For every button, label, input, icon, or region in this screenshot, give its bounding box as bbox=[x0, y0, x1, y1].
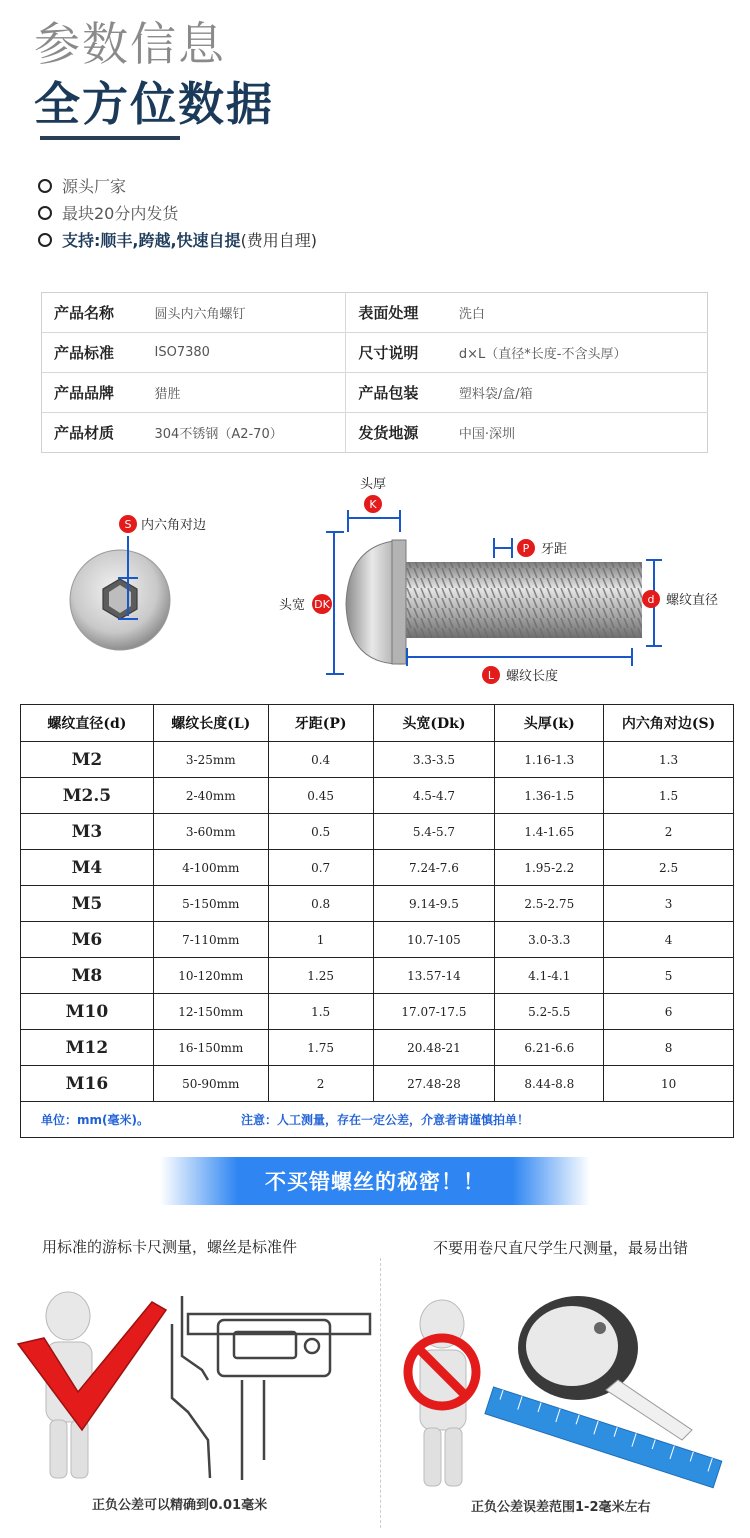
table-row bbox=[21, 1030, 734, 1066]
column-header: 牙距(P) bbox=[268, 705, 373, 742]
info-value: 洗白 bbox=[458, 307, 485, 322]
banner-text: 不买错螺丝的秘密！！ bbox=[265, 1170, 485, 1194]
info-key: 产品包装 bbox=[346, 373, 449, 413]
spec-cell: 4.1-4.1 bbox=[495, 958, 604, 994]
k-badge-text: K bbox=[369, 498, 377, 511]
spec-cell: 0.4 bbox=[268, 742, 373, 778]
info-key: 产品名称 bbox=[54, 304, 115, 322]
dk-badge-text: DK bbox=[314, 598, 330, 611]
table-row bbox=[21, 742, 734, 778]
feature-item bbox=[38, 199, 317, 226]
feature-text: 最块20分内发货 bbox=[62, 204, 179, 223]
support-text: 支持:顺丰,跨越,快速自提 bbox=[62, 231, 241, 250]
spec-cell: M16 bbox=[21, 1066, 154, 1102]
feature-item-support bbox=[38, 226, 317, 253]
spec-cell: 16-150mm bbox=[153, 1030, 268, 1066]
info-key: 产品标准 bbox=[42, 333, 145, 373]
left-caption: 用标准的游标卡尺测量，螺丝是标准件 bbox=[42, 1238, 298, 1256]
table-row bbox=[21, 778, 734, 814]
spec-cell: 6 bbox=[604, 994, 734, 1030]
circle-bullet-icon bbox=[38, 206, 52, 220]
spec-cell: M10 bbox=[21, 994, 154, 1030]
spec-cell: M2 bbox=[21, 742, 154, 778]
table-row bbox=[42, 293, 708, 333]
table-row bbox=[42, 373, 708, 413]
spec-cell: M5 bbox=[21, 886, 154, 922]
spec-cell: 1.95-2.2 bbox=[495, 850, 604, 886]
screw-dimension-diagram bbox=[0, 468, 750, 700]
spec-cell: 5.4-5.7 bbox=[373, 814, 495, 850]
spec-cell: M4 bbox=[21, 850, 154, 886]
spec-cell: 20.48-21 bbox=[373, 1030, 495, 1066]
table-row bbox=[21, 850, 734, 886]
spec-cell: 1.16-1.3 bbox=[495, 742, 604, 778]
spec-cell: 10-120mm bbox=[153, 958, 268, 994]
title-underline bbox=[40, 136, 180, 140]
spec-cell: 17.07-17.5 bbox=[373, 994, 495, 1030]
d-dimension-label: 螺纹直径 bbox=[666, 593, 719, 608]
table-note bbox=[21, 1102, 734, 1138]
spec-cell: M2.5 bbox=[21, 778, 154, 814]
s-dimension-label: 内六角对边 bbox=[141, 518, 207, 533]
p-badge-text: P bbox=[522, 542, 530, 555]
spec-cell: 1.5 bbox=[268, 994, 373, 1030]
info-value: 圆头内六角螺钉 bbox=[145, 293, 346, 333]
feature-item bbox=[38, 172, 317, 199]
s-dimension-badge bbox=[119, 515, 137, 533]
column-header: 头宽(Dk) bbox=[373, 705, 495, 742]
table-row bbox=[21, 922, 734, 958]
size-spec-table bbox=[20, 704, 734, 1138]
info-value: ISO7380 bbox=[145, 333, 346, 373]
spec-cell: 5 bbox=[604, 958, 734, 994]
column-header: 螺纹长度(L) bbox=[153, 705, 268, 742]
table-row bbox=[42, 413, 708, 453]
d-dimension-badge bbox=[642, 590, 660, 608]
spec-cell: 3.3-3.5 bbox=[373, 742, 495, 778]
column-divider bbox=[380, 1258, 381, 1528]
s-badge-text: S bbox=[124, 518, 132, 531]
spec-cell: 1.3 bbox=[604, 742, 734, 778]
section-title-light: 参数信息 bbox=[34, 17, 226, 71]
info-value: 304不锈钢（A2-70） bbox=[145, 413, 346, 453]
spec-cell: 1.25 bbox=[268, 958, 373, 994]
k-dimension-badge bbox=[364, 495, 382, 513]
screw-side-view bbox=[346, 540, 642, 664]
table-header-row bbox=[21, 705, 734, 742]
spec-cell: 4 bbox=[604, 922, 734, 958]
table-row bbox=[21, 1066, 734, 1102]
table-row bbox=[21, 886, 734, 922]
info-key: 尺寸说明 bbox=[346, 333, 449, 373]
spec-cell: M3 bbox=[21, 814, 154, 850]
d-badge-text: d bbox=[647, 593, 655, 606]
spec-cell: 50-90mm bbox=[153, 1066, 268, 1102]
l-badge-text: L bbox=[487, 669, 495, 682]
table-row bbox=[42, 333, 708, 373]
spec-cell: 4-100mm bbox=[153, 850, 268, 886]
table-note-row bbox=[21, 1102, 734, 1138]
circle-bullet-icon bbox=[38, 179, 52, 193]
spec-cell: 2 bbox=[268, 1066, 373, 1102]
right-footer: 正负公差误差范围1-2毫米左右 bbox=[471, 1500, 651, 1515]
spec-cell: 2 bbox=[604, 814, 734, 850]
table-row bbox=[21, 814, 734, 850]
warning-note: 注意：人工测量，存在一定公差，介意者请谨慎拍单！ bbox=[240, 1113, 529, 1127]
k-dimension-label: 头厚 bbox=[360, 477, 387, 492]
spec-cell: 1.4-1.65 bbox=[495, 814, 604, 850]
table-row bbox=[21, 994, 734, 1030]
spec-cell: 6.21-6.6 bbox=[495, 1030, 604, 1066]
support-note: (费用自理) bbox=[240, 231, 318, 250]
dk-dimension-label: 头宽 bbox=[279, 598, 306, 613]
spec-cell: 7-110mm bbox=[153, 922, 268, 958]
secret-banner bbox=[160, 1157, 590, 1205]
spec-cell: 8 bbox=[604, 1030, 734, 1066]
info-key: 表面处理 bbox=[358, 304, 419, 322]
spec-cell: 13.57-14 bbox=[373, 958, 495, 994]
feature-list bbox=[38, 172, 317, 253]
spec-cell: 10.7-105 bbox=[373, 922, 495, 958]
spec-cell: 1.36-1.5 bbox=[495, 778, 604, 814]
spec-cell: 10 bbox=[604, 1066, 734, 1102]
spec-cell: 1.5 bbox=[604, 778, 734, 814]
spec-cell: 1 bbox=[268, 922, 373, 958]
spec-cell: 3.0-3.3 bbox=[495, 922, 604, 958]
spec-cell: 0.5 bbox=[268, 814, 373, 850]
info-value: 猎胜 bbox=[145, 373, 346, 413]
spec-cell: M8 bbox=[21, 958, 154, 994]
spec-cell: 3-60mm bbox=[153, 814, 268, 850]
spec-cell: M6 bbox=[21, 922, 154, 958]
info-value: 塑料袋/盒/箱 bbox=[449, 373, 708, 413]
ruler-icon bbox=[485, 1387, 722, 1488]
spec-cell: 12-150mm bbox=[153, 994, 268, 1030]
l-dimension-label: 螺纹长度 bbox=[506, 669, 559, 684]
tape-measure-illustration bbox=[392, 1290, 742, 1495]
caliper-illustration bbox=[12, 1280, 374, 1490]
spec-cell: 2.5-2.75 bbox=[495, 886, 604, 922]
spec-cell: 2-40mm bbox=[153, 778, 268, 814]
info-key: 产品品牌 bbox=[42, 373, 145, 413]
column-header: 内六角对边(S) bbox=[604, 705, 734, 742]
spec-cell: 3-25mm bbox=[153, 742, 268, 778]
spec-cell: 3 bbox=[604, 886, 734, 922]
product-info-table bbox=[41, 292, 708, 453]
info-key: 发货地源 bbox=[346, 413, 449, 453]
l-dimension-badge bbox=[482, 666, 500, 684]
p-dimension-badge bbox=[517, 539, 535, 557]
info-key: 产品材质 bbox=[42, 413, 145, 453]
info-value: d×L（直径*长度-不含头厚） bbox=[449, 333, 708, 373]
p-dimension-label: 牙距 bbox=[541, 542, 568, 557]
spec-cell: M12 bbox=[21, 1030, 154, 1066]
spec-cell: 0.45 bbox=[268, 778, 373, 814]
spec-cell: 0.7 bbox=[268, 850, 373, 886]
spec-cell: 7.24-7.6 bbox=[373, 850, 495, 886]
spec-cell: 8.44-8.8 bbox=[495, 1066, 604, 1102]
column-header: 螺纹直径(d) bbox=[21, 705, 154, 742]
vernier-caliper-icon bbox=[172, 1296, 370, 1480]
dk-dimension-badge bbox=[312, 594, 332, 614]
spec-cell: 2.5 bbox=[604, 850, 734, 886]
left-footer: 正负公差可以精确到0.01毫米 bbox=[92, 1498, 268, 1513]
spec-cell: 0.8 bbox=[268, 886, 373, 922]
spec-cell: 5.2-5.5 bbox=[495, 994, 604, 1030]
unit-note: 单位：mm(毫米)。 bbox=[41, 1113, 149, 1127]
table-row bbox=[21, 958, 734, 994]
screw-head-top-view bbox=[70, 550, 170, 650]
spec-cell: 1.75 bbox=[268, 1030, 373, 1066]
column-header: 头厚(k) bbox=[495, 705, 604, 742]
info-value: 中国·深圳 bbox=[449, 413, 708, 453]
spec-cell: 5-150mm bbox=[153, 886, 268, 922]
circle-bullet-icon bbox=[38, 233, 52, 247]
spec-cell: 9.14-9.5 bbox=[373, 886, 495, 922]
right-caption: 不要用卷尺直尺学生尺测量，最易出错 bbox=[433, 1239, 689, 1257]
section-title-bold: 全方位数据 bbox=[34, 77, 274, 131]
spec-cell: 27.48-28 bbox=[373, 1066, 495, 1102]
spec-cell: 4.5-4.7 bbox=[373, 778, 495, 814]
feature-text: 源头厂家 bbox=[62, 177, 127, 196]
